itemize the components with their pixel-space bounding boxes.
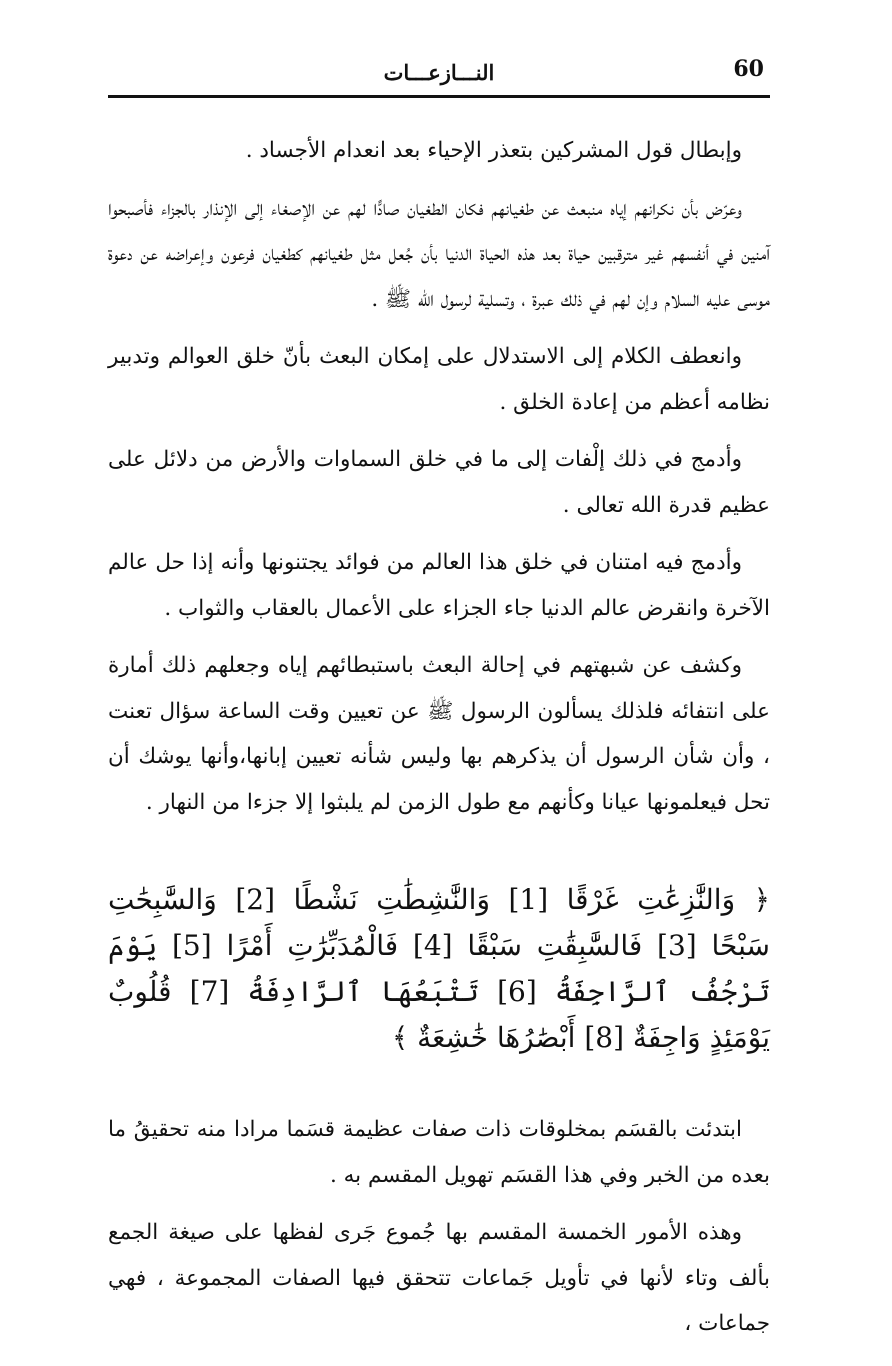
paragraph-3: وانعطف الكلام إلى الاستدلال على إمكان البعث بأنّ خلق العوالم وتدبير نظامه أعظم من إعادة الخلق . <box>108 344 770 415</box>
paragraph-5: وأدمج فيه امتنان في خلق هذا العالم من فوائد يجتنونها وأنه إذا حل عالم الآخرة وانقرض عالم الدنيا جاء الجزاء على الأعمال بالعقاب والثواب . <box>108 550 770 621</box>
paragraph-6: وكشف عن شبهتهم في إحالة البعث باستبطائهم إياه وجعلهم ذلك أمارة على انتفائه فلذلك يسألون الرسول ﷺ عن تعيين وقت الساعة سؤال تعنت ، وأن شأن الرسول أن يذكرهم بها وليس شأنه تعيين إبانها،وأنها يوشك أن تحل فيعلمونها عيانا وكأنهم مع طول الزمن لم يلبثوا إلا جزءا من النهار . <box>108 653 770 815</box>
paragraph-2: وعرّض بأن نكرانهم إياه منبعث عن طغيانهم فكان الطغيان صادًّا لهم عن الإصغاء إلى الإنذار بالجزاء فأصبحوا آمنين في أنفسهم غير مترقبين حياة بعد هذه الحياة الدنيا بأن جُعل مثل طغيانهم كطغيان فرعون وإعراضه عن دعوة موسى عليه السلام وإن لهم في ذلك عبرة ، وتسلية لرسول الله ﷺ . <box>108 195 770 312</box>
page-header <box>108 52 770 96</box>
paragraph-1: وإبطال قول المشركين بتعذر الإحياء بعد انعدام الأجساد . <box>245 138 742 163</box>
running-title: النـــازعـــات <box>383 60 495 85</box>
paragraph-8: وهذه الأمور الخمسة المقسم بها جُموع جَرى لفظها على صيغة الجمع بألف وتاء لأنها في تأويل جَماعات تتحقق فيها الصفات المجموعة ، فهي جماعات ، <box>108 1220 770 1336</box>
page-body <box>108 128 770 1359</box>
page-number: 60 <box>733 56 764 82</box>
quran-verse: ﴿ وَالنَّٰزِعَٰتِ غَرْقًا [1] وَالنَّٰشِطَٰتِ نَشْطًا [2] وَالسَّٰبِحَٰتِ سَبْحًا [3] فَالسَّٰبِقَٰتِ سَبْقًا [4] فَالْمُدَبِّرَٰتِ أَمْرًا [5] يَوْمَ تَرْجُفُ ٱلرَّاجِفَةُ [6] تَتْبَعُهَا ٱلرَّادِفَةُ [7] قُلُوبٌ يَوْمَئِذٍ وَاجِفَةٌ [8] أَبْصَٰرُهَا خَٰشِعَةٌ ﴾ <box>108 883 771 1054</box>
paragraph-4: وأدمج في ذلك إلْفات إلى ما في خلق السماوات والأرض من دلائل على عظيم قدرة الله تعالى . <box>108 447 770 518</box>
paragraph-7: ابتدئت بالقسَم بمخلوقات ذات صفات عظيمة قسَما مرادا منه تحقيقُ ما بعده من الخبر وفي هذا القسَم تهويل المقسم به . <box>108 1117 770 1188</box>
header-rule <box>108 95 770 98</box>
